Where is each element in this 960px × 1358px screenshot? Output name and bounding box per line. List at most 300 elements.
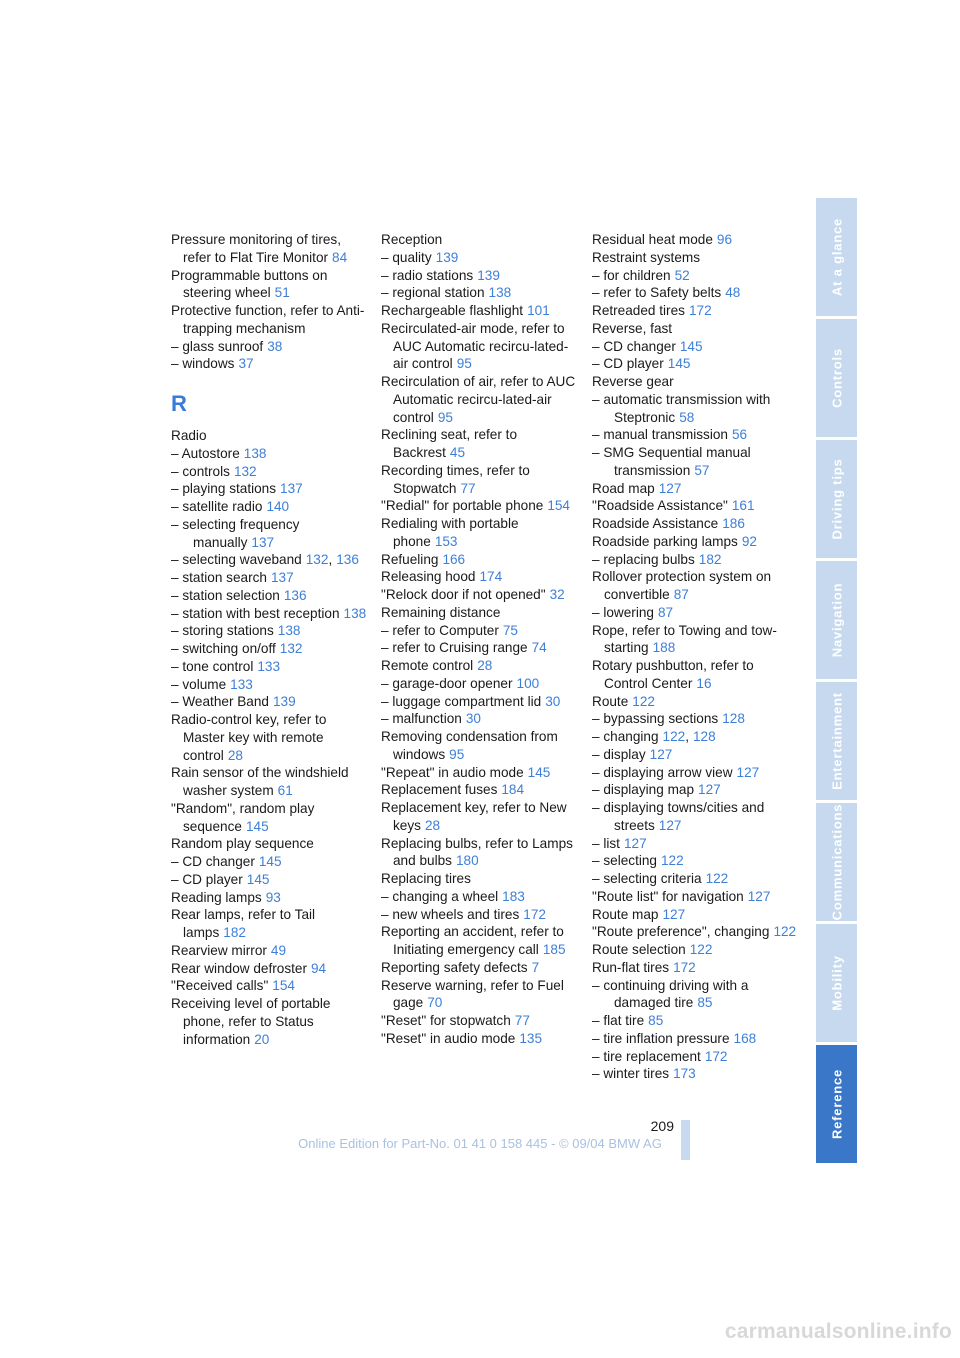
index-term: Route selection: [592, 942, 686, 957]
index-term: – switching on/off: [171, 641, 276, 656]
page-link[interactable]: 139: [273, 694, 296, 710]
page-link[interactable]: 145: [667, 356, 691, 372]
index-subentry: [171, 587, 371, 605]
index-term: "Route list" for navigation: [592, 888, 744, 904]
page-link[interactable]: 122: [661, 853, 684, 869]
section-tabs: [816, 198, 857, 1166]
page-link[interactable]: 128: [692, 729, 716, 744]
page-link[interactable]: 180: [455, 853, 479, 869]
index-term: – station selection: [171, 587, 280, 603]
index-entry: [171, 302, 371, 338]
index-entry: [381, 551, 581, 569]
index-entry: [381, 923, 581, 959]
index-term: – luggage compartment lid: [381, 693, 542, 709]
page-link[interactable]: 185: [542, 942, 566, 957]
index-subentry: [171, 605, 371, 623]
index-term: Rearview mirror: [171, 942, 267, 958]
tab-label: Navigation: [829, 582, 844, 658]
page-link[interactable]: 74: [531, 640, 547, 656]
index-entry: [171, 906, 371, 942]
page-link[interactable]: 127: [649, 746, 673, 762]
index-entry: [592, 533, 797, 551]
index-term: Redialing with portable phone: [381, 516, 519, 549]
page-link[interactable]: 57: [694, 462, 710, 478]
index-term: Refueling: [381, 551, 439, 567]
page-link[interactable]: 136: [336, 552, 359, 568]
page-link[interactable]: 101: [527, 303, 550, 318]
index-subentry: [592, 835, 797, 853]
index-term: "Redial" for portable phone: [381, 498, 544, 514]
page-link[interactable]: 137: [270, 570, 294, 585]
index-subentry: [592, 852, 797, 870]
index-subentry: [171, 480, 371, 498]
index-term: – CD player: [171, 871, 243, 887]
section-letter-heading: R: [171, 391, 187, 416]
index-subentry: [171, 871, 371, 889]
index-term: Replacement fuses: [381, 782, 498, 798]
page-link[interactable]: 49: [270, 942, 287, 958]
index-term: – playing stations: [171, 481, 277, 497]
page-link[interactable]: 16: [696, 675, 712, 691]
index-subentry: [381, 249, 581, 267]
index-term: – tire inflation pressure: [592, 1030, 730, 1046]
index-entry: [381, 657, 581, 675]
index-entry: [381, 515, 581, 551]
index-entry: [171, 231, 371, 267]
index-subentry: [592, 1065, 797, 1083]
index-term: Rear lamps, refer to Tail lamps: [171, 907, 316, 940]
page-link[interactable]: 127: [658, 817, 682, 833]
page-link[interactable]: 45: [449, 445, 466, 460]
index-term: Rain sensor of the windshield washer system: [171, 765, 349, 798]
page-link[interactable]: 28: [227, 747, 243, 763]
page-link[interactable]: 100: [516, 675, 540, 691]
index-subentry: [171, 658, 371, 676]
index-subentry: [381, 710, 581, 728]
page-link[interactable]: 94: [311, 960, 327, 976]
index-term: – replacing bulbs: [592, 551, 695, 567]
page-link[interactable]: 122: [773, 924, 797, 940]
page-link[interactable]: 122: [705, 871, 729, 886]
index-subentry: [381, 693, 581, 711]
tab-label: Communications: [829, 803, 844, 921]
page-link[interactable]: 137: [251, 534, 275, 550]
index-entry: [381, 764, 581, 782]
page-link[interactable]: 182: [223, 925, 246, 940]
tab-label: Entertainment: [829, 692, 844, 790]
index-entry: [381, 231, 581, 249]
index-term: – CD changer: [592, 338, 676, 354]
page-link[interactable]: 32: [549, 587, 565, 602]
index-term: – bypassing sections: [592, 711, 719, 727]
index-entry: [592, 622, 797, 658]
page-link[interactable]: 153: [434, 533, 458, 549]
index-entry: [592, 373, 797, 391]
page-link[interactable]: 20: [254, 1031, 270, 1047]
index-term: Reporting safety defects: [381, 959, 528, 975]
index-term: – garage-door opener: [381, 675, 513, 691]
index-term: – tire replacement: [592, 1048, 701, 1064]
page-link[interactable]: 7: [531, 959, 540, 975]
page-link[interactable]: 138: [343, 605, 367, 621]
index-entry: [381, 302, 581, 320]
index-term: – automatic transmission with Steptronic: [592, 391, 771, 425]
page-link[interactable]: 133: [230, 676, 253, 692]
page-link[interactable]: 51: [274, 285, 290, 301]
index-subentry: [592, 1030, 797, 1048]
tab-controls[interactable]: [816, 319, 857, 437]
index-term: Pressure monitoring of tires, refer to Flat Tire Monitor: [171, 232, 341, 265]
page-link[interactable]: 85: [697, 995, 713, 1011]
page-number: 209: [650, 1118, 674, 1134]
index-subentry: [592, 977, 797, 1013]
page-link[interactable]: 138: [277, 623, 301, 639]
index-subentry: [592, 799, 797, 835]
tab-communications[interactable]: [816, 803, 857, 921]
index-term: "Received calls": [171, 978, 269, 994]
page-link[interactable]: 172: [523, 906, 546, 922]
index-entry: [381, 373, 581, 426]
page-link[interactable]: 133: [257, 658, 281, 674]
index-entry: [592, 906, 797, 924]
page-link[interactable]: 28: [477, 658, 493, 673]
page-link[interactable]: 95: [437, 409, 453, 425]
page-link[interactable]: 137: [280, 481, 303, 497]
index-term: Protective function, refer to Anti-trapping mechanism: [171, 303, 365, 336]
page-link[interactable]: 28: [424, 817, 441, 833]
index-subentry: [592, 267, 797, 285]
index-subentry: [592, 870, 797, 888]
index-term: – Autostore: [171, 445, 240, 461]
index-entry: [381, 568, 581, 586]
index-term: Radio-control key, refer to Master key with remote control: [171, 712, 327, 763]
index-subentry: [381, 906, 581, 924]
index-entry: [171, 960, 371, 978]
index-subentry: [171, 445, 371, 463]
index-term: "Repeat" in audio mode: [381, 764, 524, 780]
page-link[interactable]: 127: [623, 835, 647, 851]
index-term: – winter tires: [592, 1066, 670, 1082]
page-link[interactable]: 87: [673, 587, 689, 602]
index-term: "Random", random play sequence: [171, 800, 315, 834]
index-term: Road map: [592, 480, 655, 496]
index-term: – refer to Computer: [381, 622, 499, 638]
index-subentry: [592, 551, 797, 569]
page-link[interactable]: 85: [648, 1013, 664, 1028]
index-term: Retreaded tires: [592, 303, 685, 318]
page-link[interactable]: 139: [477, 267, 500, 283]
index-subentry: [592, 781, 797, 799]
page-link[interactable]: 184: [501, 782, 525, 798]
page-link[interactable]: 172: [688, 303, 712, 318]
page-link[interactable]: 93: [265, 889, 281, 905]
index-term: Replacement key, refer to New keys: [381, 800, 567, 833]
index-subentry: [592, 710, 797, 728]
page-link[interactable]: 52: [674, 267, 690, 283]
index-subentry: [381, 639, 581, 657]
index-term: Reporting an accident, refer to Initiating emergency call: [381, 924, 564, 957]
index-term: "Reset" in audio mode: [381, 1030, 516, 1046]
page-link[interactable]: 30: [465, 711, 481, 727]
index-term: – selecting criteria: [592, 871, 702, 886]
index-term: Reading lamps: [171, 889, 262, 905]
index-subentry: [592, 284, 797, 302]
index-entry: [592, 657, 797, 693]
index-entry: [171, 995, 371, 1048]
index-term: Removing condensation from windows: [381, 729, 558, 762]
index-column-3: [592, 231, 797, 1083]
page-link[interactable]: 61: [277, 783, 293, 798]
index-entry: [171, 427, 371, 445]
tab-navigation[interactable]: [816, 561, 857, 679]
page-link[interactable]: 128: [722, 711, 745, 727]
index-subentry: [171, 355, 371, 373]
index-entry: [381, 870, 581, 888]
page-link[interactable]: 161: [731, 498, 755, 514]
index-subentry: – changing 122, 128: [592, 729, 716, 744]
index-entry: [592, 959, 797, 977]
page-link[interactable]: 48: [725, 285, 741, 301]
page-link[interactable]: 38: [267, 338, 283, 354]
index-term: – SMG Sequential manual transmission: [592, 445, 751, 478]
index-column-1: [171, 231, 371, 1048]
watermark: carmanualsonline.info: [724, 1320, 952, 1343]
index-term: – list: [592, 835, 620, 851]
index-term: – continuing driving with a damaged tire: [592, 977, 749, 1011]
page-link[interactable]: 188: [652, 640, 676, 656]
tab-mobility[interactable]: [816, 924, 857, 1042]
index-subentry: [381, 675, 581, 693]
index-term: Receiving level of portable phone, refer to Status information: [171, 996, 331, 1047]
page-link[interactable]: 174: [479, 569, 503, 585]
page-link[interactable]: 173: [673, 1066, 696, 1082]
page-link[interactable]: 140: [266, 499, 290, 514]
index-term: Remaining distance: [381, 604, 501, 620]
page-link[interactable]: 145: [246, 871, 270, 887]
index-entry: [592, 923, 797, 941]
page-link[interactable]: 122: [632, 693, 655, 709]
index-entry: [592, 693, 797, 711]
index-term: Route: [592, 693, 629, 709]
index-subentry: [381, 284, 581, 302]
index-entry: [381, 320, 581, 373]
page-link[interactable]: 127: [658, 480, 682, 496]
index-term: – new wheels and tires: [381, 906, 520, 922]
page-link[interactable]: 138: [243, 445, 267, 461]
index-term: – station search: [171, 570, 267, 585]
index-entry: [171, 889, 371, 907]
index-term: Restraint systems: [592, 249, 701, 265]
index-subentry: [592, 1048, 797, 1066]
index-entry: [381, 1012, 581, 1030]
index-term: "Reset" for stopwatch: [381, 1013, 511, 1028]
index-term: "Roadside Assistance": [592, 498, 728, 514]
page-link[interactable]: 154: [547, 498, 570, 514]
index-entry: [381, 781, 581, 799]
page-link[interactable]: 172: [704, 1048, 728, 1064]
index-entry: [592, 497, 797, 515]
index-entry: [381, 497, 581, 515]
index-entry: [381, 462, 581, 498]
index-entry: [592, 249, 797, 267]
index-term: Route map: [592, 906, 659, 922]
page-link[interactable]: 84: [332, 249, 348, 265]
index-term: Reverse, fast: [592, 320, 673, 336]
index-term: Rope, refer to Towing and tow-starting: [592, 622, 777, 656]
index-subentry: [171, 463, 371, 481]
index-term: Releasing hood: [381, 569, 476, 585]
page-link[interactable]: 132: [279, 641, 303, 656]
page-link[interactable]: 135: [519, 1030, 543, 1046]
page-link[interactable]: 145: [245, 818, 269, 834]
page-link[interactable]: 186: [722, 516, 745, 531]
page-link[interactable]: 172: [673, 959, 696, 975]
index-entry: [592, 480, 797, 498]
tab-label: At a glance: [829, 217, 844, 297]
page-link[interactable]: 122: [662, 729, 686, 744]
page-link[interactable]: 95: [449, 746, 465, 762]
index-entry: [171, 835, 371, 853]
index-term: – volume: [171, 676, 227, 692]
page-link[interactable]: 166: [442, 551, 466, 567]
page-link[interactable]: 127: [662, 906, 686, 922]
index-term: Replacing tires: [381, 871, 471, 886]
index-term: Replacing bulbs, refer to Lamps and bulbs: [381, 835, 573, 869]
page-link[interactable]: 70: [427, 995, 443, 1011]
index-term: Rechargeable flashlight: [381, 303, 524, 318]
index-subentry: [592, 444, 797, 480]
index-term: – satellite radio: [171, 499, 263, 514]
index-term: Rollover protection system on convertible: [592, 569, 772, 602]
index-term: – Weather Band: [171, 694, 269, 710]
index-entry: [171, 942, 371, 960]
page-link[interactable]: 183: [502, 888, 525, 904]
page-link[interactable]: 139: [435, 249, 459, 265]
page-link[interactable]: 77: [460, 480, 476, 496]
index-term: – tone control: [171, 658, 254, 674]
index-term: Remote control: [381, 658, 474, 673]
index-entry: [381, 426, 581, 462]
index-term: – flat tire: [592, 1013, 645, 1028]
index-term: – lowering: [592, 604, 654, 620]
page-link[interactable]: 168: [733, 1030, 757, 1046]
index-term: – refer to Cruising range: [381, 640, 528, 656]
index-subentry: [592, 338, 797, 356]
index-term: – controls: [171, 463, 230, 479]
index-subentry: [592, 355, 797, 373]
page-link[interactable]: 127: [698, 782, 721, 798]
page-link[interactable]: 132: [305, 552, 329, 568]
index-term: Roadside parking lamps: [592, 533, 738, 549]
index-entry: [171, 977, 371, 995]
tab-label: Controls: [829, 348, 844, 408]
tab-label: Driving tips: [829, 458, 844, 540]
tab-label: Reference: [829, 1068, 844, 1140]
index-term: "Relock door if not opened": [381, 587, 546, 602]
index-term: – selecting: [592, 853, 657, 869]
tab-entertainment[interactable]: [816, 682, 857, 800]
page-link[interactable]: 75: [502, 622, 518, 638]
page-link[interactable]: 127: [747, 888, 771, 904]
index-term: Reception: [381, 232, 443, 247]
index-term: – display: [592, 746, 646, 762]
index-term: – windows: [171, 356, 235, 372]
index-entry: [381, 799, 581, 835]
index-subentry: [171, 498, 371, 516]
page-link[interactable]: 87: [657, 604, 674, 620]
index-term: – manual transmission: [592, 427, 728, 443]
index-column-2: [381, 231, 581, 1048]
index-term: Rotary pushbutton, refer to Control Center: [592, 658, 754, 691]
page-link[interactable]: 92: [741, 533, 757, 549]
index-subentry: [592, 391, 797, 427]
index-subentry: [381, 888, 581, 906]
index-subentry: [171, 516, 371, 552]
page-link[interactable]: 56: [732, 427, 748, 443]
index-term: Radio: [171, 428, 207, 443]
index-subentry: [171, 622, 371, 640]
index-term: Recording times, refer to Stopwatch: [381, 462, 530, 496]
index-term: – quality: [381, 249, 432, 265]
index-term: Recirculated-air mode, refer to AUC Automatic recircu-lated-air control: [381, 320, 569, 372]
page-link[interactable]: 127: [736, 764, 760, 780]
page-link[interactable]: 154: [272, 978, 295, 994]
index-entry: [171, 764, 371, 800]
index-term: Reclining seat, refer to Backrest: [381, 427, 518, 460]
index-entry: [592, 302, 797, 320]
index-term: – displaying towns/cities and streets: [592, 800, 765, 833]
page-link[interactable]: 145: [679, 338, 703, 354]
page-link[interactable]: 96: [716, 232, 733, 247]
page-link[interactable]: 77: [514, 1013, 530, 1028]
page-link[interactable]: 30: [545, 693, 561, 709]
page-link[interactable]: 145: [527, 764, 551, 780]
page-link[interactable]: 136: [283, 587, 307, 603]
page-link[interactable]: 95: [456, 356, 472, 372]
index-term: – displaying map: [592, 782, 695, 798]
index-term: Roadside Assistance: [592, 516, 719, 531]
index-entry: [592, 320, 797, 338]
index-entry: [171, 711, 371, 764]
index-subentry: [171, 853, 371, 871]
index-subentry: [381, 267, 581, 285]
page-link[interactable]: 138: [488, 285, 512, 301]
index-entry: [592, 941, 797, 959]
index-entry: [381, 959, 581, 977]
page-link[interactable]: 58: [679, 409, 695, 425]
page-link[interactable]: 145: [258, 854, 282, 869]
page-link[interactable]: 132: [233, 463, 257, 479]
index-subentry: [171, 640, 371, 658]
tab-at-a-glance[interactable]: [816, 198, 857, 316]
index-term: Reverse gear: [592, 374, 674, 389]
index-entry: [381, 586, 581, 604]
page-link[interactable]: 122: [689, 942, 713, 957]
index-term: – selecting frequency manually: [171, 516, 300, 550]
index-term: – changing: [592, 729, 659, 744]
index-subentry: [592, 1012, 797, 1030]
index-term: – changing a wheel: [381, 888, 499, 904]
index-term: – regional station: [381, 285, 485, 301]
tab-driving-tips[interactable]: [816, 440, 857, 558]
index-term: Recirculation of air, refer to AUC Automatic recircu-lated-air control: [381, 374, 576, 425]
index-entry: [592, 888, 797, 906]
index-term: – refer to Safety belts: [592, 285, 722, 301]
index-entry: [381, 835, 581, 871]
page-link[interactable]: 37: [238, 356, 254, 372]
index-entry: [592, 515, 797, 533]
page-link[interactable]: 182: [698, 551, 722, 567]
